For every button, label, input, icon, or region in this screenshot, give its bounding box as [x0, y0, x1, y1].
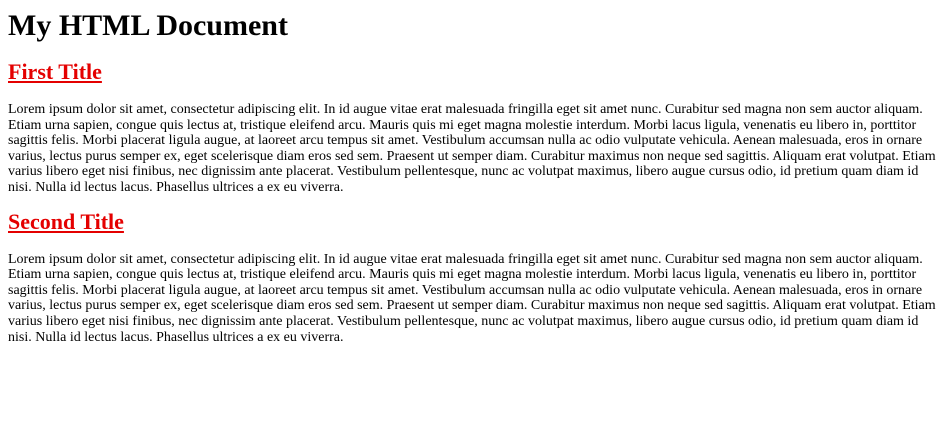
section-paragraph: Lorem ipsum dolor sit amet, consectetur adipiscing elit. In id augue vitae erat malesuada fringilla eget sit amet nunc. Curabitur sed magna non sem auctor aliquam. Etiam urna sapien, congue quis lectus at, tristique eleifend arcu. Mauris quis mi eget magna molestie interdum. Morbi lacus ligula, venenatis eu libero in, porttitor sagittis felis. Morbi placerat ligula augue, at laoreet arcu tempus sit amet. Vestibulum accumsan nulla ac odio vulputate vehicula. Aenean malesuada, eros in ornare varius, lectus purus semper ex, eget scelerisque diam eros sed sem. Praesent ut semper diam. Curabitur maximus non neque sed sagittis. Aliquam erat volutpat. Etiam varius libero eget nisi finibus, nec dignissim ante placerat. Vestibulum pellentesque, nunc ac volutpat maximus, libero augue cursus odio, id pretium quam diam id nisi. Nulla id lectus lacus. Phasellus ultrices a ex eu viverra.	[8, 251, 936, 345]
section-second	[8, 209, 937, 346]
section-title-link[interactable]: Second Title	[8, 208, 124, 234]
document-page	[0, 8, 945, 345]
section-paragraph: Lorem ipsum dolor sit amet, consectetur adipiscing elit. In id augue vitae erat malesuada fringilla eget sit amet nunc. Curabitur sed magna non sem auctor aliquam. Etiam urna sapien, congue quis lectus at, tristique eleifend arcu. Mauris quis mi eget magna molestie interdum. Morbi lacus ligula, venenatis eu libero in, porttitor sagittis felis. Morbi placerat ligula augue, at laoreet arcu tempus sit amet. Vestibulum accumsan nulla ac odio vulputate vehicula. Aenean malesuada, eros in ornare varius, lectus purus semper ex, eget scelerisque diam eros sed sem. Praesent ut semper diam. Curabitur maximus non neque sed sagittis. Aliquam erat volutpat. Etiam varius libero eget nisi finibus, nec dignissim ante placerat. Vestibulum pellentesque, nunc ac volutpat maximus, libero augue cursus odio, id pretium quam diam id nisi. Nulla id lectus lacus. Phasellus ultrices a ex eu viverra.	[8, 102, 936, 195]
section-first	[8, 59, 937, 196]
page-title: My HTML Document	[8, 9, 288, 42]
section-title-link[interactable]: First Title	[8, 59, 102, 84]
section-heading	[8, 59, 937, 85]
section-heading	[8, 209, 937, 235]
